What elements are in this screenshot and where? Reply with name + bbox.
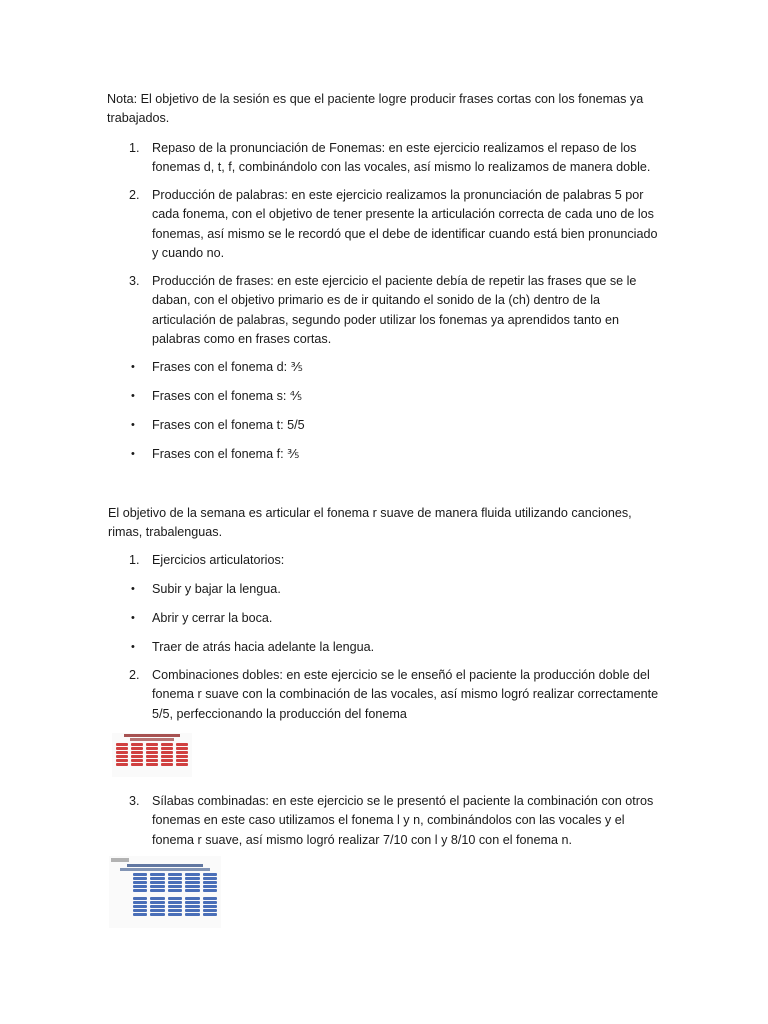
grid-cell [133, 897, 147, 900]
grid-cell [133, 909, 147, 912]
list-item-text: Frases con el fonema d: ⅗ [152, 360, 303, 374]
list-item-text: Sílabas combinadas: en este ejercicio se le presentó el paciente la combinación con otros fonemas en este caso utilizamos el fonema l y n, combinándolos con las vocales y el fonema r suave, así mismo logró realizar 7/10 con l y 8/10 con el fonema n. [152, 794, 654, 847]
list-number: 1. [129, 141, 140, 155]
grid-cell [133, 905, 147, 908]
grid-cell [168, 881, 182, 884]
phrase-result-t [107, 416, 667, 435]
session-note [107, 90, 667, 129]
grid-cell [150, 873, 164, 876]
syllable-grid-r [116, 743, 188, 766]
grid-cell [185, 889, 199, 892]
session-list-item-2 [107, 186, 667, 264]
grid-cell [116, 759, 128, 762]
grid-cell [146, 763, 158, 766]
grid-cell [116, 751, 128, 754]
bullet: • [131, 612, 135, 624]
grid-cell [133, 885, 147, 888]
grid-cell [161, 759, 173, 762]
grid-cell [203, 881, 217, 884]
list-item-text: Combinaciones dobles: en este ejercicio se le enseñó el paciente la producción doble del fonema r suave con la combinación de las vocales, así mismo logró realizar correctamente 5/5, perfeccionando la producción del fonema [152, 668, 659, 721]
grid-cell [168, 909, 182, 912]
grid-cell [176, 763, 188, 766]
bullet: • [131, 641, 135, 653]
phrase-result-d [107, 358, 667, 377]
list-number: 3. [129, 274, 140, 288]
grid-cell [150, 881, 164, 884]
grid-cell [185, 873, 199, 876]
week-goal [108, 504, 668, 543]
list-item-text: Frases con el fonema t: 5/5 [152, 418, 305, 432]
grid-cell [133, 881, 147, 884]
grid-cell [161, 755, 173, 758]
grid-cell [168, 897, 182, 900]
grid-cell [150, 909, 164, 912]
exercise-bullet-3 [107, 638, 667, 657]
week-list-item-3 [107, 792, 667, 850]
list-item-text: Frases con el fonema s: ⅘ [152, 389, 303, 403]
week-goal-text: El objetivo de la semana es articular el fonema r suave de manera fluida utilizando canciones, rimas, trabalenguas. [108, 506, 632, 540]
grid-cell [176, 751, 188, 754]
grid-cell [161, 743, 173, 746]
grid-cell [176, 743, 188, 746]
grid-cell [203, 905, 217, 908]
grid-cell [133, 889, 147, 892]
session-list-item-1 [107, 139, 667, 178]
grid-cell [168, 905, 182, 908]
grid-cell [133, 913, 147, 916]
grid-cell [203, 885, 217, 888]
syllable-combination-figure-r [112, 733, 192, 777]
grid-cell [185, 909, 199, 912]
grid-cell [168, 873, 182, 876]
grid-cell [131, 755, 143, 758]
grid-cell [146, 747, 158, 750]
grid-cell [161, 763, 173, 766]
grid-cell [150, 901, 164, 904]
bullet: • [131, 419, 135, 431]
list-item-text: Subir y bajar la lengua. [152, 582, 281, 596]
grid-cell [146, 759, 158, 762]
session-note-text: Nota: El objetivo de la sesión es que el paciente logre producir frases cortas con los fonemas ya trabajados. [107, 92, 644, 126]
grid-cell [150, 889, 164, 892]
grid-cell [131, 747, 143, 750]
bullet: • [131, 390, 135, 402]
grid-cell [133, 873, 147, 876]
grid-cell [168, 877, 182, 880]
list-number: 2. [129, 668, 140, 682]
grid-cell [185, 881, 199, 884]
figure-title-placeholder [112, 734, 192, 741]
week-list-item-2 [107, 666, 667, 724]
grid-cell [131, 763, 143, 766]
grid-cell [185, 877, 199, 880]
grid-cell [150, 897, 164, 900]
grid-cell [203, 909, 217, 912]
bullet: • [131, 361, 135, 373]
grid-cell [203, 901, 217, 904]
grid-cell [168, 901, 182, 904]
grid-cell [185, 905, 199, 908]
list-item-text: Traer de atrás hacia adelante la lengua. [152, 640, 375, 654]
grid-cell [203, 873, 217, 876]
grid-cell [133, 877, 147, 880]
list-item-text: Frases con el fonema f: ⅗ [152, 447, 300, 461]
list-number: 2. [129, 188, 140, 202]
exercise-bullet-1 [107, 580, 667, 599]
bullet: • [131, 583, 135, 595]
grid-cell [131, 751, 143, 754]
grid-cell [161, 751, 173, 754]
week-list-item-1 [107, 551, 667, 570]
grid-cell [203, 897, 217, 900]
grid-cell [161, 747, 173, 750]
grid-cell [185, 901, 199, 904]
grid-cell [116, 747, 128, 750]
session-list-item-3 [107, 272, 667, 350]
list-item-text: Producción de frases: en este ejercicio el paciente debía de repetir las frases que se le daban, con el objetivo primario es de ir quitando el sonido de la (ch) dentro de la articulación de palabras, segundo poder utilizar los fonemas ya aprendidos tanto en palabras como en frases cortas. [152, 274, 637, 347]
grid-cell [185, 897, 199, 900]
list-number: 3. [129, 794, 140, 808]
syllable-grid-l [133, 873, 217, 892]
grid-cell [146, 743, 158, 746]
grid-cell [168, 889, 182, 892]
grid-cell [150, 877, 164, 880]
grid-cell [116, 755, 128, 758]
grid-cell [168, 885, 182, 888]
list-item-text: Repaso de la pronunciación de Fonemas: en este ejercicio realizamos el repaso de los fonemas d, t, f, combinándolo con las vocales, así mismo lo realizamos de manera doble. [152, 141, 651, 175]
grid-cell [176, 755, 188, 758]
syllable-combination-figure-l-n [109, 856, 221, 928]
grid-cell [133, 901, 147, 904]
list-item-text: Abrir y cerrar la boca. [152, 611, 273, 625]
grid-cell [150, 885, 164, 888]
list-item-text: Ejercicios articulatorios: [152, 553, 285, 567]
grid-cell [146, 755, 158, 758]
syllable-grid-n [133, 897, 217, 916]
grid-cell [116, 763, 128, 766]
figure-label-placeholder [111, 856, 129, 862]
grid-cell [176, 747, 188, 750]
grid-cell [150, 905, 164, 908]
grid-cell [131, 759, 143, 762]
grid-cell [168, 913, 182, 916]
grid-cell [176, 759, 188, 762]
list-item-text: Producción de palabras: en este ejercicio realizamos la pronunciación de palabras 5 por cada fonema, con el objetivo de tener presente la articulación correcta de cada uno de los fonemas, así mismo se le recordó que el debe de identificar cuando está bien pronunciado y cuando no. [152, 188, 658, 261]
bullet: • [131, 448, 135, 460]
grid-cell [116, 743, 128, 746]
list-number: 1. [129, 553, 140, 567]
phrase-result-s [107, 387, 667, 406]
phrase-result-f [107, 445, 667, 464]
grid-cell [150, 913, 164, 916]
grid-cell [203, 889, 217, 892]
grid-cell [185, 885, 199, 888]
grid-cell [203, 877, 217, 880]
grid-cell [203, 913, 217, 916]
grid-cell [146, 751, 158, 754]
grid-cell [131, 743, 143, 746]
grid-cell [185, 913, 199, 916]
exercise-bullet-2 [107, 609, 667, 628]
